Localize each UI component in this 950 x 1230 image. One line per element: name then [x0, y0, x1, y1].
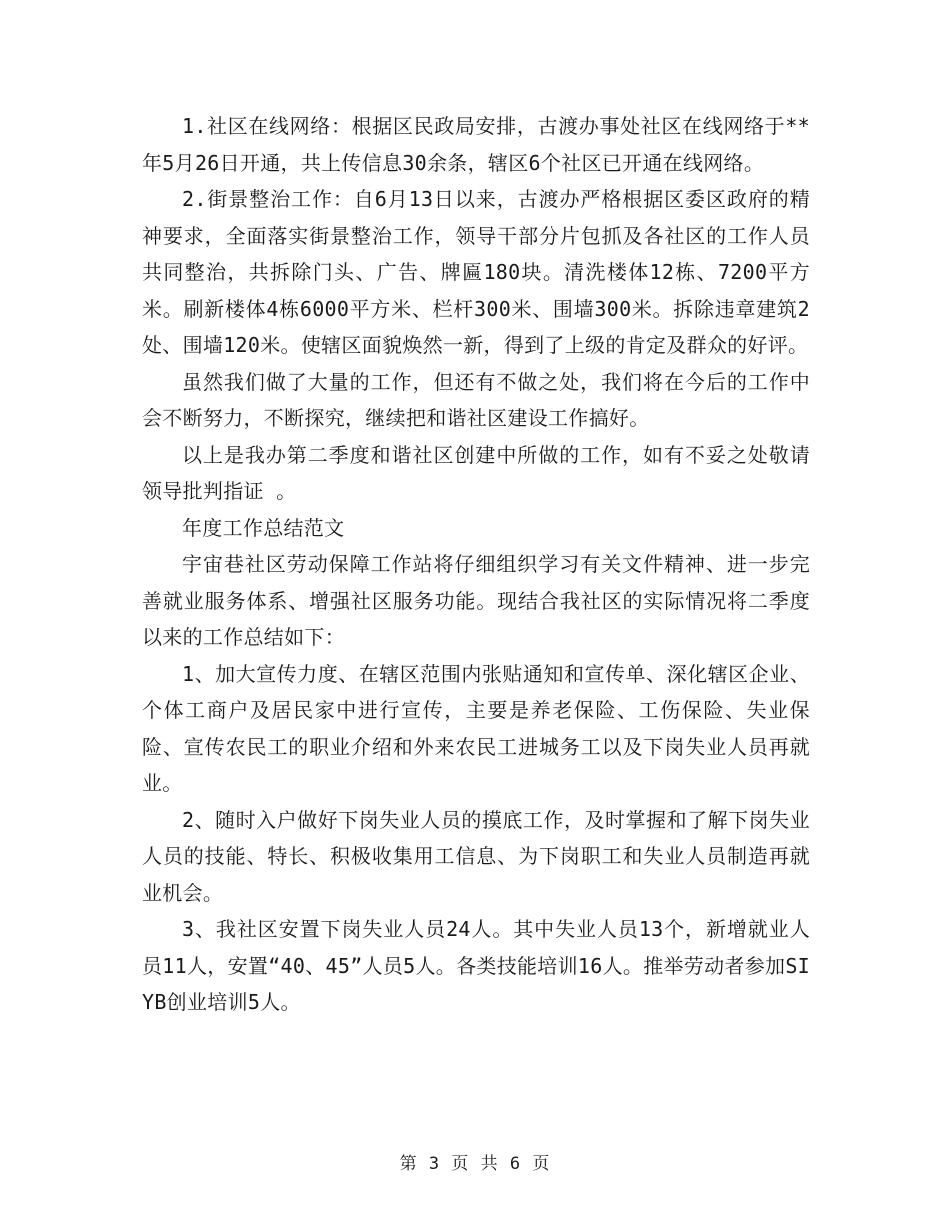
paragraph-street-renovation: 2.街景整治工作：自6月13日以来，古渡办严格根据区委区政府的精神要求，全面落实街景整治工作，领导干部分片包抓及各社区的工作人员共同整治，共拆除门头、广告、牌匾180块。清洗楼体12栋、7200平方米。刷新楼体4栋6000平方米、栏杆300米、围墙300米。拆除违章建筑2处、围墙120米。使辖区面貌焕然一新，得到了上级的肯定及群众的好评。 [142, 187, 810, 357]
paragraph-item-3: 3、我社区安置下岗失业人员24人。其中失业人员13个，新增就业人员11人，安置“40、45”人员5人。各类技能培训16人。推举劳动者参加SIYB创业培训5人。 [142, 917, 810, 1014]
paragraph-item-1: 1、加大宣传力度、在辖区范围内张贴通知和宣传单、深化辖区企业、个体工商户及居民家中进行宣传，主要是养老保险、工伤保险、失业保险、宣传农民工的职业介绍和外来农民工进城务工以及下岗失业人员再就业。 [142, 661, 810, 795]
paragraph-online-network: 1.社区在线网络：根据区民政局安排，古渡办事处社区在线网络于**年5月26日开通，共上传信息30余条，辖区6个社区已开通在线网络。 [142, 114, 810, 175]
section-heading: 年度工作总结范文 [182, 515, 345, 540]
paragraph-closing-remark: 以上是我办第二季度和谐社区创建中所做的工作，如有不妥之处敬请领导批判指证 。 [142, 442, 810, 503]
paragraph-intro: 宇宙巷社区劳动保障工作站将仔细组织学习有关文件精神、进一步完善就业服务体系、增强社区服务功能。现结合我社区的实际情况将二季度以来的工作总结如下： [142, 552, 810, 649]
page-footer: 第 3 页 共 6 页 [399, 1154, 551, 1174]
document-body [142, 108, 810, 1021]
paragraph-shortcomings: 虽然我们做了大量的工作，但还有不做之处，我们将在今后的工作中会不断努力，不断探究，继续把和谐社区建设工作搞好。 [142, 369, 810, 430]
paragraph-item-2: 2、随时入户做好下岗失业人员的摸底工作，及时掌握和了解下岗失业人员的技能、特长、积极收集用工信息、为下岗职工和失业人员制造再就业机会。 [142, 807, 810, 905]
